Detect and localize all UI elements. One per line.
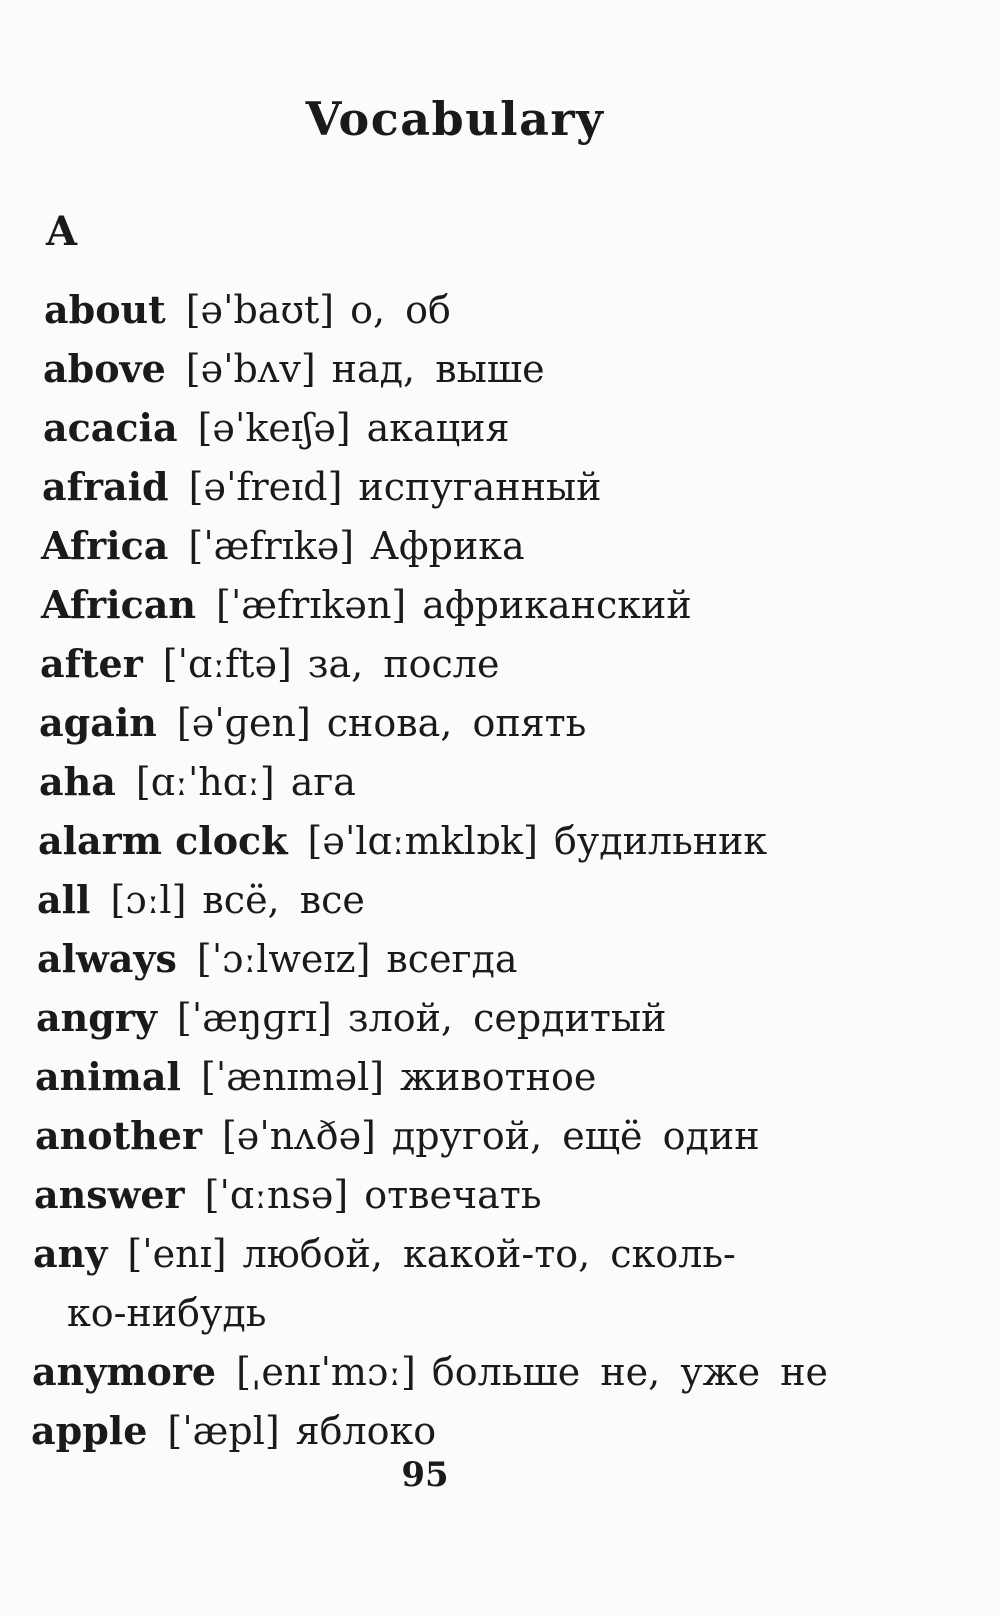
vocabulary-entry xyxy=(0,693,900,752)
entry-translation: яблоко xyxy=(295,1409,437,1453)
entry-translation: любой, какой-то, сколь- xyxy=(242,1232,736,1276)
vocabulary-entry xyxy=(0,752,900,811)
vocabulary-entry xyxy=(0,1047,900,1106)
entry-word: another xyxy=(35,1113,202,1158)
entry-transcription: [ˈɑːftə] xyxy=(162,642,292,686)
entry-transcription: [əˈlɑːmklɒk] xyxy=(307,819,538,863)
entry-translation: за, после xyxy=(307,642,500,686)
entry-word: answer xyxy=(34,1172,185,1217)
entry-word: angry xyxy=(36,995,157,1040)
page-number: 95 xyxy=(401,1455,449,1495)
entry-transcription: [ˌenɪˈmɔː] xyxy=(236,1350,416,1394)
entry-word: any xyxy=(33,1231,108,1276)
entry-word: again xyxy=(39,700,157,745)
vocabulary-entry xyxy=(0,1165,900,1224)
entry-transcription: [əˈbaʊt] xyxy=(185,288,335,332)
entry-translation: другой, ещё один xyxy=(391,1114,760,1158)
entry-word: above xyxy=(43,346,166,391)
entry-transcription: [ˈɔːlweɪz] xyxy=(196,937,371,981)
section-letter: A xyxy=(46,208,78,255)
entry-translation: больше не, уже не xyxy=(431,1350,829,1394)
entry-translation: акация xyxy=(366,406,510,450)
entry-word: after xyxy=(40,641,143,686)
entry-transcription: [ˈæfrɪkə] xyxy=(188,524,355,568)
entry-transcription: [əˈkeɪʃə] xyxy=(197,406,351,450)
entry-word: all xyxy=(37,877,91,922)
vocabulary-entry xyxy=(0,280,900,339)
vocabulary-entry xyxy=(0,634,900,693)
entry-word: alarm clock xyxy=(38,818,288,863)
page-title: Vocabulary xyxy=(305,92,605,146)
entry-word: aha xyxy=(39,759,116,804)
vocabulary-entry xyxy=(0,988,900,1047)
vocabulary-entry xyxy=(0,516,900,575)
entry-word: African xyxy=(41,582,197,627)
entry-translation: испуганный xyxy=(358,465,602,509)
entry-word: afraid xyxy=(42,464,169,509)
entry-transcription: [əˈbʌv] xyxy=(185,347,316,391)
entry-transcription: [ˈenɪ] xyxy=(127,1232,227,1276)
entry-translation: всегда xyxy=(386,937,518,981)
entry-translation: злой, сердитый xyxy=(347,996,667,1040)
vocabulary-entry xyxy=(0,398,900,457)
entry-translation: животное xyxy=(400,1055,597,1099)
entry-transcription: [ˈænɪməl] xyxy=(200,1055,385,1099)
entry-translation: над, выше xyxy=(331,347,545,391)
entry-transcription: [əˈnʌðə] xyxy=(221,1114,376,1158)
entry-transcription: [ˈæfrɪkən] xyxy=(216,583,407,627)
entry-transcription: [ɑːˈhɑː] xyxy=(135,760,275,804)
vocabulary-entry xyxy=(0,1106,900,1165)
entry-translation: Африка xyxy=(370,524,525,568)
entry-transcription: [əˈɡen] xyxy=(176,701,311,745)
entry-transcription: [əˈfreɪd] xyxy=(188,465,343,509)
entry-translation: снова, опять xyxy=(326,701,587,745)
vocabulary-entry xyxy=(0,929,900,988)
entry-word: animal xyxy=(35,1054,181,1099)
entry-word: anymore xyxy=(32,1349,217,1394)
vocabulary-entry xyxy=(0,1401,900,1460)
entry-translation: ага xyxy=(290,760,356,804)
vocabulary-entry xyxy=(0,339,900,398)
entry-translation: отвечать xyxy=(364,1173,542,1217)
entry-transcription: [ˈæpl] xyxy=(167,1409,280,1453)
entry-word: always xyxy=(37,936,177,981)
vocabulary-entry xyxy=(0,575,900,634)
entry-word: acacia xyxy=(43,405,178,450)
entry-translation-continuation: ко-нибудь xyxy=(67,1291,267,1335)
entry-transcription: [ɔːl] xyxy=(110,878,187,922)
entry-word: about xyxy=(44,287,166,332)
entry-transcription: [ˈɑːnsə] xyxy=(204,1173,349,1217)
entry-translation: о, об xyxy=(350,288,451,332)
entry-translation: всё, все xyxy=(202,878,365,922)
entry-translation: африканский xyxy=(422,583,692,627)
vocabulary-entry xyxy=(0,457,900,516)
vocabulary-entry xyxy=(0,870,900,929)
entry-word: apple xyxy=(31,1408,148,1453)
entry-transcription: [ˈæŋɡrɪ] xyxy=(176,996,332,1040)
vocabulary-entry xyxy=(0,1224,900,1342)
entry-word: Africa xyxy=(41,523,169,568)
vocabulary-entry xyxy=(0,811,900,870)
vocabulary-entry xyxy=(0,1342,900,1401)
entry-translation: будильник xyxy=(553,819,768,863)
vocabulary-list xyxy=(0,280,900,1460)
